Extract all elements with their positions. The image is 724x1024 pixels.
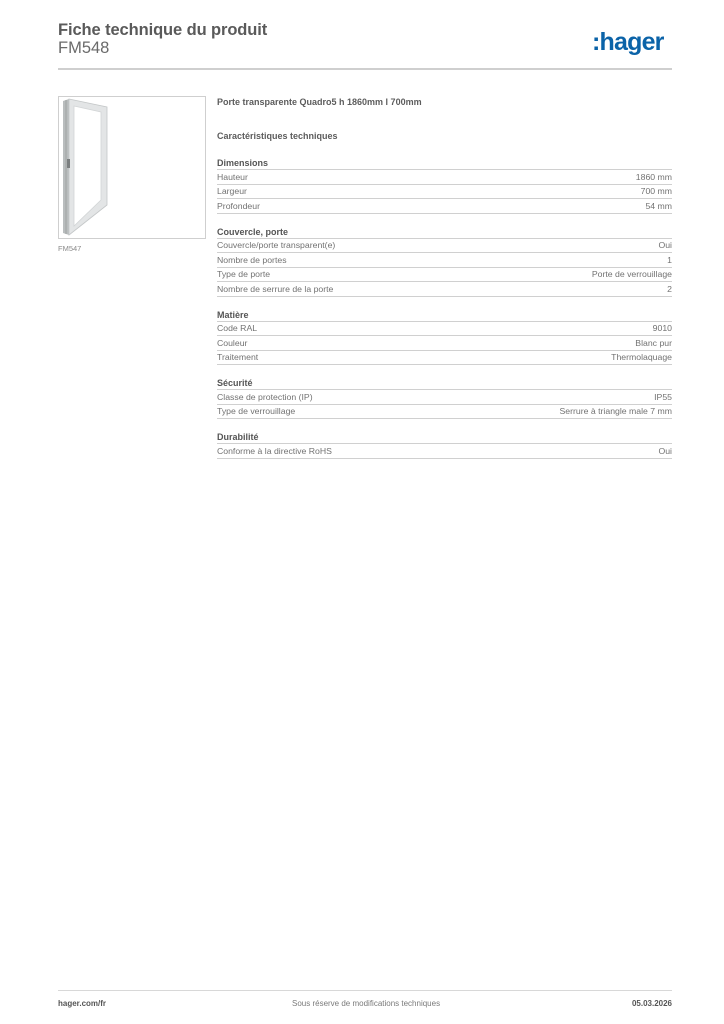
spec-value: Thermolaquage	[611, 352, 672, 363]
spec-label: Profondeur	[217, 200, 260, 211]
spec-row	[217, 239, 672, 254]
spec-row	[217, 351, 672, 366]
spec-value: 700 mm	[640, 186, 672, 197]
section-title: Durabilité	[217, 431, 672, 444]
specifications	[217, 95, 672, 459]
product-description: Porte transparente Quadro5 h 1860mm l 700mm	[217, 97, 422, 107]
product-code: FM548	[58, 39, 110, 57]
spec-value: Oui	[658, 240, 672, 251]
header-divider	[58, 68, 672, 70]
spec-label: Nombre de portes	[217, 254, 287, 265]
spec-label: Conforme à la directive RoHS	[217, 445, 332, 456]
spec-row	[217, 268, 672, 283]
spec-row	[217, 253, 672, 268]
spec-row	[217, 170, 672, 185]
spec-label: Largeur	[217, 186, 247, 197]
spec-label: Couvercle/porte transparent(e)	[217, 240, 336, 251]
footer-website: hager.com/fr	[58, 999, 107, 1008]
section-title: Sécurité	[217, 377, 672, 390]
section-title: Matière	[217, 309, 672, 322]
section-material	[217, 309, 672, 366]
spec-value: 1	[667, 254, 672, 265]
section-cover-door	[217, 226, 672, 297]
page-title: Fiche technique du produit	[58, 21, 268, 39]
hager-logo: :hager	[592, 28, 664, 56]
spec-value: Porte de verrouillage	[591, 269, 672, 280]
spec-row	[217, 444, 672, 459]
section-dimensions	[217, 157, 672, 214]
spec-row	[217, 199, 672, 214]
spec-label: Code RAL	[217, 323, 258, 334]
spec-label: Hauteur	[217, 171, 248, 182]
section-title: Dimensions	[217, 157, 672, 170]
spec-row	[217, 185, 672, 200]
spec-value: 9010	[652, 323, 672, 334]
spec-value: 1860 mm	[635, 171, 672, 182]
spec-value: Serrure à triangle male 7 mm	[559, 406, 672, 417]
spec-row	[217, 322, 672, 337]
image-caption: FM547	[58, 244, 82, 253]
spec-label: Type de porte	[217, 269, 271, 280]
spec-value: 54 mm	[645, 200, 672, 211]
spec-row	[217, 282, 672, 297]
transparent-door-icon	[59, 97, 205, 238]
spec-label: Type de verrouillage	[217, 406, 296, 417]
spec-value: 2	[667, 283, 672, 294]
spec-value: Blanc pur	[635, 337, 672, 348]
spec-label: Traitement	[217, 352, 259, 363]
tech-characteristics-heading: Caractéristiques techniques	[217, 131, 338, 141]
spec-row	[217, 336, 672, 351]
spec-label: Classe de protection (IP)	[217, 391, 313, 402]
section-title: Couvercle, porte	[217, 226, 672, 239]
footer-disclaimer: Sous réserve de modifications techniques	[292, 999, 441, 1008]
spec-row	[217, 390, 672, 405]
spec-row	[217, 405, 672, 420]
section-durability	[217, 431, 672, 459]
spec-label: Couleur	[217, 337, 248, 348]
spec-value: IP55	[654, 391, 672, 402]
product-image	[58, 96, 206, 239]
spec-label: Nombre de serrure de la porte	[217, 283, 334, 294]
section-security	[217, 377, 672, 419]
footer-divider	[58, 990, 672, 991]
footer-date: 05.03.2026	[631, 999, 672, 1008]
spec-value: Oui	[658, 445, 672, 456]
